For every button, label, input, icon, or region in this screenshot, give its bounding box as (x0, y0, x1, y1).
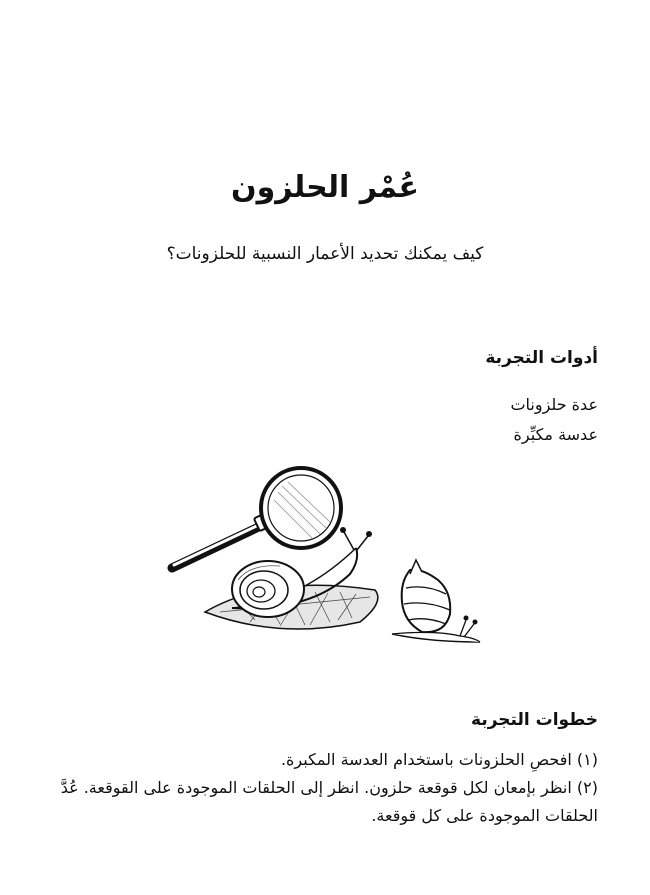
step-number: (٢) (576, 778, 598, 797)
step-text: افحصِ الحلزونات باستخدام العدسة المكبرة. (280, 750, 572, 769)
material-item: عدة حلزونات (510, 395, 598, 414)
steps-list (50, 746, 598, 830)
step-number: (١) (576, 750, 598, 769)
magnifying-glass-icon (172, 468, 341, 568)
materials-heading: أدوات التجربة (485, 348, 598, 368)
snail-icon (392, 560, 480, 642)
material-item: عدسة مكبِّرة (513, 425, 598, 444)
step-item (50, 774, 598, 830)
step-item (50, 746, 598, 774)
step-text: انظر بإمعان لكل قوقعة حلزون. انظر إلى الحلقات الموجودة على القوقعة. عُدَّ الحلقات الموجودة على كل قوقعة. (60, 778, 598, 825)
materials-list (510, 390, 598, 450)
snails-illustration (160, 462, 500, 657)
steps-heading: خطوات التجربة (471, 710, 598, 730)
page-title: عُمْر الحلزون (230, 170, 420, 205)
question-text: كيف يمكنك تحديد الأعمار النسبية للحلزونات؟ (166, 244, 484, 264)
